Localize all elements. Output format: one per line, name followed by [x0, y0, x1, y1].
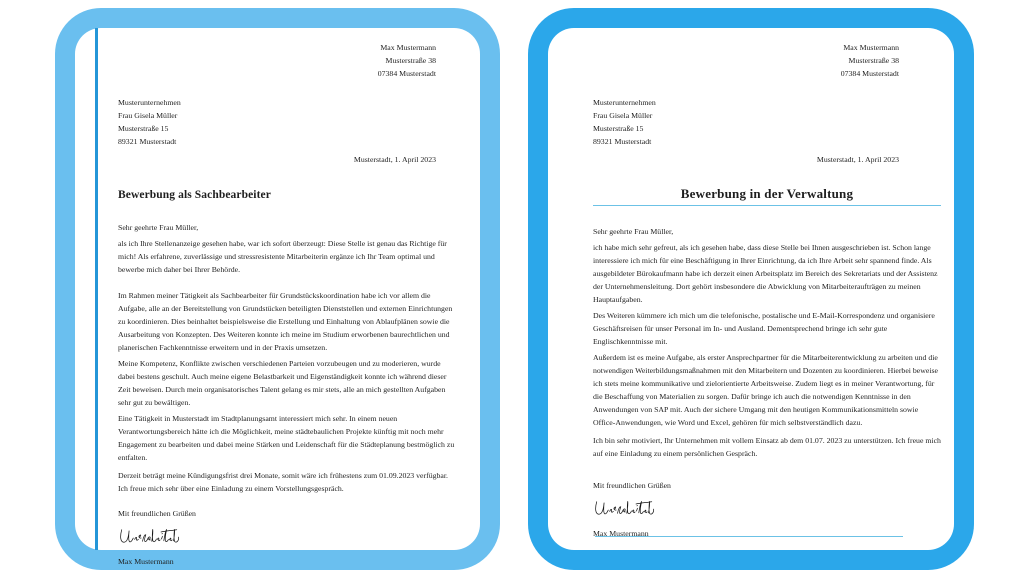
recipient-street: Musterstraße 15	[118, 124, 169, 133]
subject-line: Bewerbung in der Verwaltung	[680, 186, 854, 201]
body-paragraph: Derzeit beträgt meine Kündigungsfrist drei Monate, somit wäre ich frühestens zum 01.09.2023 verfügbar. Ich freue mich sehr über eine Einladung zu einem Vorstellungsgespräch.	[118, 471, 448, 493]
sender-name: Max Mustermann	[380, 43, 436, 52]
recipient-city: 89321 Musterstadt	[118, 137, 177, 146]
date-line: Musterstadt, 1. April 2023	[353, 155, 436, 164]
salutation: Sehr geehrte Frau Müller,	[118, 223, 199, 232]
recipient-company: Musterunternehmen	[593, 98, 656, 107]
body-paragraph: Im Rahmen meiner Tätigkeit als Sachbearbeiter für Grundstückskoordination habe ich vor allem die Aufgabe, alle an der Bereitstellung von Grundstücken beteiligten Dienststellen und externen Einrichtungen zu koordinieren. Dies beinhaltet beispielsweise die Erstellung und Einhaltung von Ablaufplänen sowie die Ausarbeitung von Konzepten. Des Weiteren konnte ich meine im Studium erworbenen baurechtlichen und planerischen Fachkenntnisse erweitern und in der Praxis umsetzen.	[118, 291, 453, 352]
body-paragraph: Meine Kompetenz, Konflikte zwischen verschiedenen Parteien vorzubeugen und zu moderieren, wurde dabei bestens geschult. Auch meine eigene Belastbarkeit und Eigenständigkeit konnte ich während dieser Zeit beweisen. Durch mein organisatorisches Talent gelang es mir stets, alle an mich gestellten Aufgaben sehr gut zu bewältigen.	[118, 359, 447, 407]
signer-name: Max Mustermann	[593, 529, 649, 538]
sender-street: Musterstraße 38	[385, 56, 436, 65]
letter-page	[548, 28, 954, 550]
body-paragraph: ich habe mich sehr gefreut, als ich gesehen habe, dass diese Stelle bei Ihnen ausgeschrieben ist. Schon lange interessiere ich mich für eine Beschäftigung in Ihrer Einrichtung, da ich Ihre Arbeit sehr spannend finde. Als ausgebildeter Bürokaufmann habe ich derzeit einen Arbeitsplatz im Bereich des Sekretariats und der Assistenz der Unternehmensleitung. Dort gehört insbesondere die Abwicklung von Mitarbeiteraufträgen zu meinen Hauptaufgaben.	[593, 243, 938, 304]
recipient-block	[118, 96, 456, 148]
recipient-company: Musterunternehmen	[118, 98, 181, 107]
date-line: Musterstadt, 1. April 2023	[816, 155, 899, 164]
body-paragraph: als ich Ihre Stellenanzeige gesehen habe, war ich sofort überzeugt: Diese Stelle ist genau das Richtige für mich! Als erfahrene, zuverlässige und stressresistente Mitarbeiterin ergänze ich Ihr Team optimal und bewerbe mich daher bei Ihrer Behörde.	[118, 239, 447, 274]
recipient-name: Frau Gisela Müller	[593, 111, 653, 120]
letter-card-sachbearbeiter	[55, 8, 500, 570]
closing-line: Mit freundlichen Grüßen	[593, 481, 671, 490]
body-paragraph: Außerdem ist es meine Aufgabe, als erster Ansprechpartner für die Mitarbeiterentwicklung zu arbeiten und die notwendigen Weiterbildungsmaßnahmen mit den Mitarbeitern und Dozenten zu koordinieren. Hierbei beweise ich stets meine kommunikative und zielorientierte Arbeitsweise. Zudem liegt es in meiner Verantwortung, für die Beschaffung von Materialien zu sorgen. Dafür bringe ich auch die notwendigen Kenntnisse in den Anwendungen von SAP mit. Auch der sichere Umgang mit den heutigen Kommunikationsmitteln sowie Office-Anwendungen, wie Word und Excel, gehören für mich selbstverständlich dazu.	[593, 353, 939, 427]
closing-line: Mit freundlichen Grüßen	[118, 509, 196, 518]
body-paragraph: Eine Tätigkeit in Musterstadt im Stadtplanungsamt interessiert mich sehr. In einem neuen Verantwortungsbereich hätte ich die Möglichkeit, meine städtebaulichen Projekte künftig mit noch mehr Engagement zu bearbeiten und dabei meine Stärken und Leidenschaft für die Städteplanung bestmöglich zu entfalten.	[118, 414, 455, 462]
sender-city: 07384 Musterstadt	[377, 69, 436, 78]
recipient-city: 89321 Musterstadt	[593, 137, 652, 146]
letter-card-verwaltung	[528, 8, 974, 570]
sender-name: Max Mustermann	[843, 43, 899, 52]
recipient-name: Frau Gisela Müller	[118, 111, 178, 120]
subject-underline	[593, 205, 941, 206]
sender-street: Musterstraße 38	[848, 56, 899, 65]
sender-block	[593, 41, 941, 80]
letter-page	[75, 28, 480, 566]
handwritten-signature	[593, 495, 941, 526]
recipient-block	[593, 96, 941, 148]
handwritten-signature	[118, 523, 456, 554]
salutation: Sehr geehrte Frau Müller,	[593, 227, 674, 236]
recipient-street: Musterstraße 15	[593, 124, 644, 133]
subject-line: Bewerbung als Sachbearbeiter	[118, 189, 271, 201]
sender-block	[118, 41, 456, 80]
footer-rule	[595, 536, 903, 537]
body-paragraph: Ich bin sehr motiviert, Ihr Unternehmen mit vollem Einsatz ab dem 01.07. 2023 zu unterstützen. Ich freue mich auf eine Einladung zu einem persönlichen Gespräch.	[593, 436, 941, 458]
sender-city: 07384 Musterstadt	[840, 69, 899, 78]
signer-name: Max Mustermann	[118, 557, 174, 566]
body-paragraph: Des Weiteren kümmere ich mich um die telefonische, postalische und E-Mail-Korrespondenz und organisiere Geschäftsreisen für unser Personal im In- und Ausland. Dementsprechend bringe ich sehr gute Englischkenntnisse mit.	[593, 311, 935, 346]
